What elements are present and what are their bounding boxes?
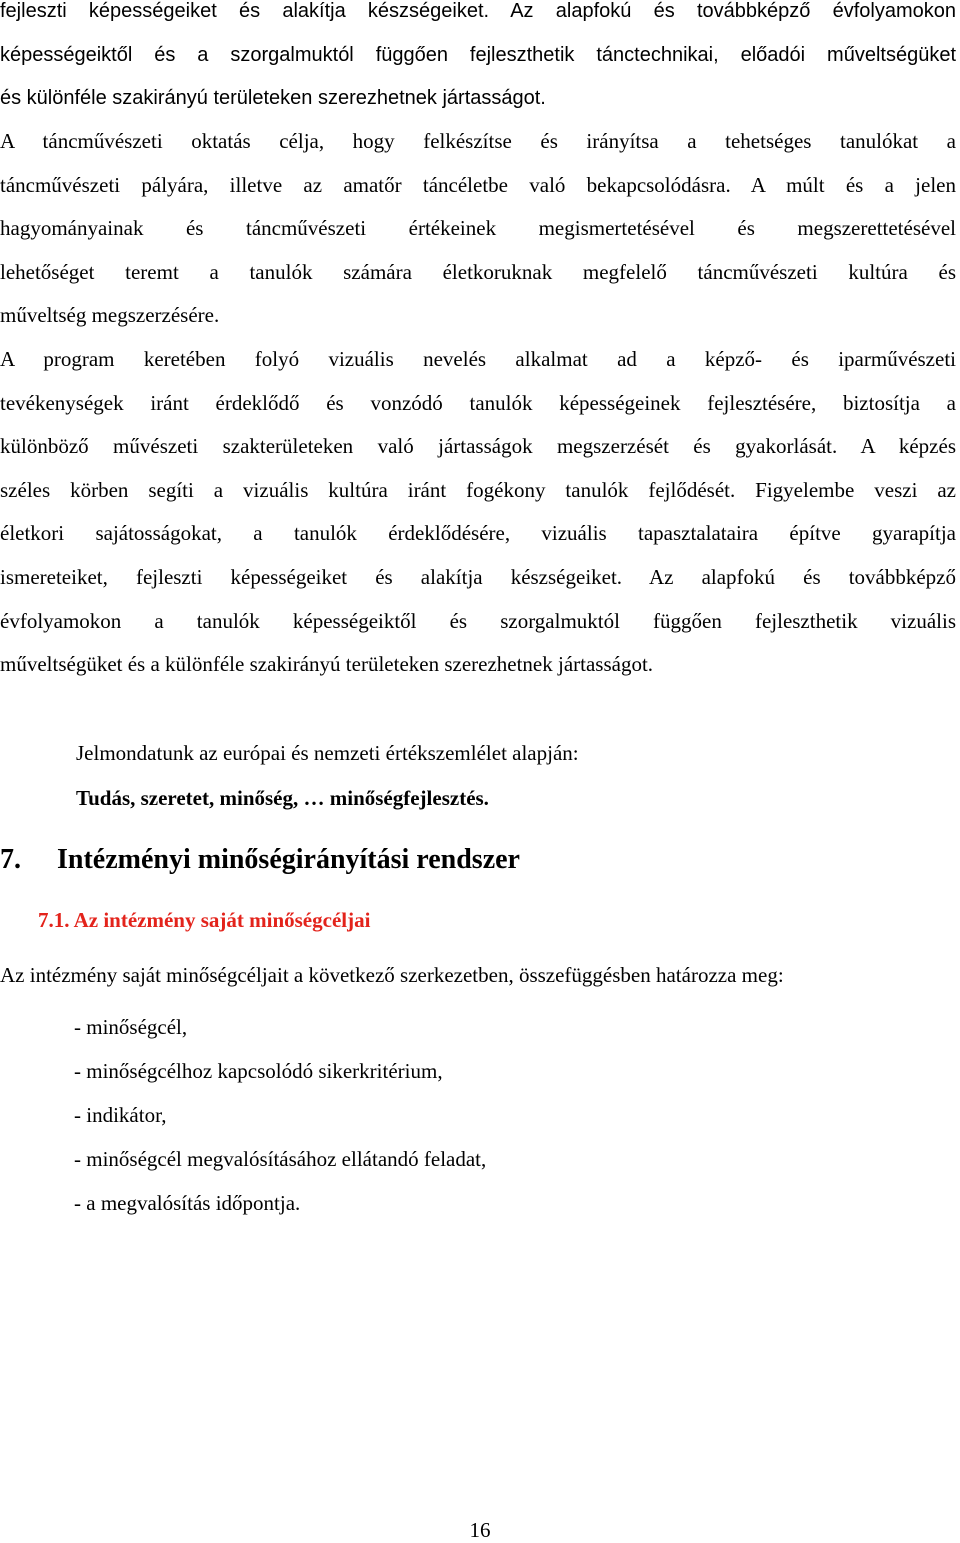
paragraph-line: évfolyamokon a tanulók képességeiktől és szorgalmuktól függően fejleszthetik vizuális: [0, 608, 956, 633]
paragraph-line: műveltség megszerzésére.: [0, 303, 220, 328]
list-item: - minőségcél megvalósításához ellátandó feladat,: [74, 1147, 487, 1171]
section-number: 7.: [0, 844, 21, 875]
paragraph-line: életkori sajátosságokat, a tanulók érdeklődésére, vizuális tapasztalataira építve gyarapítja: [0, 521, 956, 546]
quality-goal-structure-list: [74, 1005, 486, 1225]
paragraph-line: tevékenységek iránt érdeklődő és vonzódó tanulók képességeinek fejlesztésére, biztosítja a: [0, 390, 956, 415]
page-number: 16: [469, 1518, 491, 1542]
paragraph-line: műveltségüket és a különféle szakirányú területeken szerezhetnek jártasságot.: [0, 652, 654, 677]
paragraph-line: A táncművészeti oktatás célja, hogy felkészítse és irányítsa a tehetséges tanulókat a: [0, 129, 956, 153]
paragraph-line: széles körben segíti a vizuális kultúra iránt fogékony tanulók fejlődését. Figyelembe veszi az: [0, 477, 956, 502]
motto-intro: Jelmondatunk az európai és nemzeti értékszemlélet alapján:: [76, 741, 579, 765]
paragraph-line: ismereteiket, fejleszti képességeiket és alakítja készségeiket. Az alapfokú és továbbképző: [0, 564, 956, 589]
subsection-heading: 7.1. Az intézmény saját minőségcéljai: [38, 908, 371, 932]
paragraph-line: táncművészeti pályára, illetve az amatőr táncéletbe való bekapcsolódásra. A múlt és a jelen: [0, 172, 956, 197]
intro-text: Az intézmény saját minőségcéljait a következő szerkezetben, összefüggésben határozza meg:: [0, 963, 784, 987]
paragraph-line: hagyományainak és táncművészeti értékeinek megismertetésével és megszerettetésével: [0, 216, 956, 241]
section-heading: [0, 844, 520, 876]
paragraph-line: és különféle szakirányú területeken szerezhetnek jártasságot.: [0, 87, 546, 109]
motto-text: Tudás, szeretet, minőség, … minőségfejlesztés.: [76, 786, 489, 810]
paragraph-visual-education: [0, 338, 956, 687]
paragraph-line: lehetőséget teremt a tanulók számára életkoruknak megfelelő táncművészeti kultúra és: [0, 259, 956, 284]
motto-block: [76, 731, 936, 821]
paragraph-line: A program keretében folyó vizuális nevelés alkalmat ad a képző- és iparművészeti: [0, 347, 956, 371]
list-item: - minőségcélhoz kapcsolódó sikerkritérium,: [74, 1059, 443, 1083]
paragraph-line: különböző művészeti szakterületeken való jártasságok megszerzését és gyakorlását. A képzés: [0, 434, 956, 459]
paragraph-line: fejleszti képességeiket és alakítja készségeiket. Az alapfokú és továbbképző évfolyamokon: [0, 0, 956, 22]
paragraph-dance-education-goal: [0, 120, 956, 338]
section-title: Intézményi minőségirányítási rendszer: [57, 844, 520, 875]
list-item: - minőségcél,: [74, 1015, 188, 1039]
paragraph-line: képességeiktől és a szorgalmuktól függően fejleszthetik tánctechnikai, előadói műveltségüket: [0, 43, 956, 66]
list-item: - a megvalósítás időpontja.: [74, 1191, 301, 1215]
list-item: - indikátor,: [74, 1103, 167, 1127]
paragraph-dance-program-end: [0, 0, 956, 121]
